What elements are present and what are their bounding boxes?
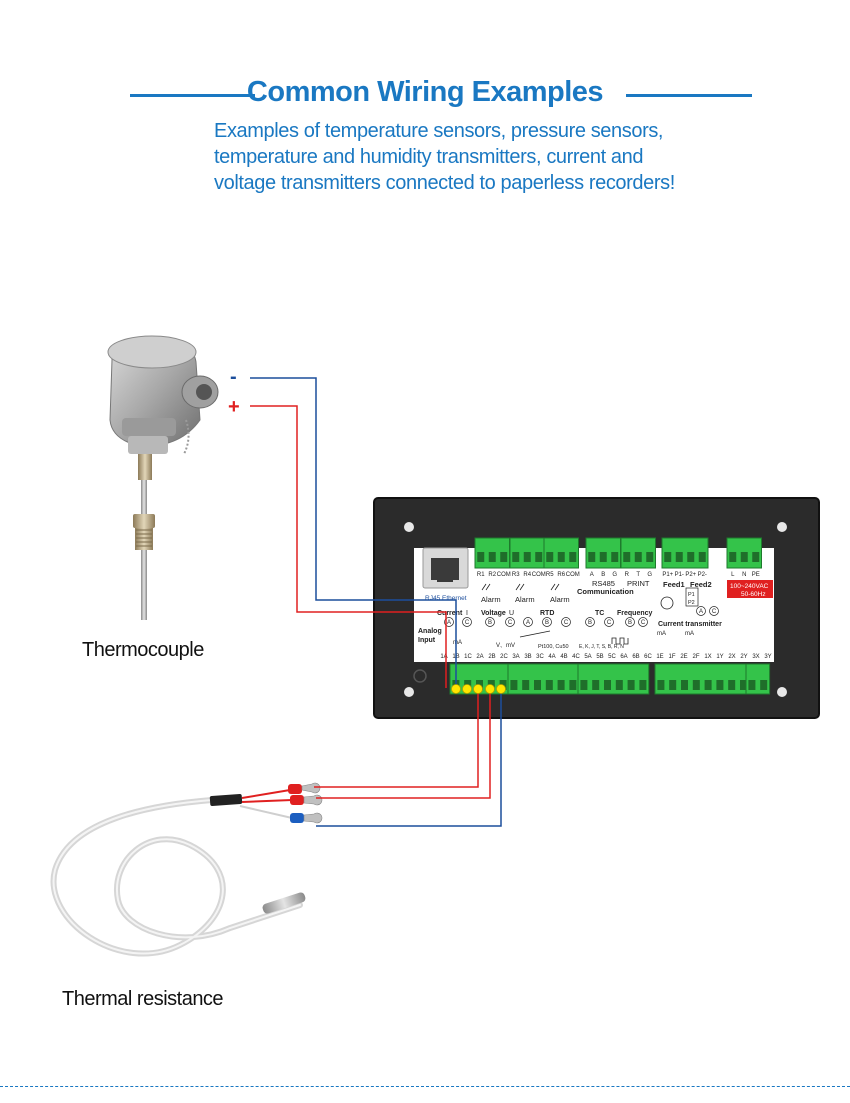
- terminal-screw-slot: [760, 680, 767, 690]
- voltage-label: Voltage: [481, 610, 506, 617]
- svg-text:B: B: [487, 620, 493, 627]
- top-terminal-label: P1+: [662, 572, 674, 578]
- bottom-terminal-label: 5A: [584, 654, 592, 660]
- pt-cu-label: Pt100, Cu50: [538, 644, 569, 650]
- terminal-screw-slot: [524, 552, 531, 562]
- top-terminal-label: N: [742, 572, 747, 578]
- bottom-terminal-label: 1B: [452, 654, 460, 660]
- mount-hole: [404, 687, 414, 697]
- current-unit: I: [466, 610, 468, 617]
- thermocouple-probe: [108, 336, 218, 620]
- alarm-label: Alarm: [481, 595, 501, 604]
- top-terminal-label: R1: [476, 572, 485, 578]
- mount-hole: [404, 522, 414, 532]
- top-terminal-label: COM: [565, 572, 580, 578]
- bottom-terminal-label: 2A: [476, 654, 484, 660]
- terminal-screw-slot: [600, 552, 607, 562]
- tc-label: TC: [595, 610, 605, 617]
- probe-neck: [138, 450, 152, 480]
- bottom-terminal-label: 1C: [464, 654, 472, 660]
- terminal-screw-slot: [623, 552, 630, 562]
- svg-text:A: A: [446, 620, 452, 627]
- current-label: Current: [437, 610, 463, 617]
- svg-text:C: C: [464, 620, 470, 627]
- bottom-terminal-label: 6A: [620, 654, 628, 660]
- terminal-screw-slot: [646, 552, 653, 562]
- bottom-terminal-label: 4C: [572, 654, 580, 660]
- terminal-screw-slot: [510, 680, 517, 690]
- rs485-label: RS485: [592, 579, 615, 588]
- mount-hole: [777, 522, 787, 532]
- bottom-terminal-label: 6C: [644, 654, 652, 660]
- probe-nut: [133, 514, 155, 528]
- terminal-screw-slot: [716, 680, 723, 690]
- top-terminal-label: R2: [488, 572, 497, 578]
- svg-text:C: C: [640, 620, 646, 627]
- terminal-highlight-dot: [463, 685, 472, 694]
- top-terminal-label: P2+: [685, 572, 697, 578]
- terminal-screw-slot: [752, 552, 759, 562]
- top-terminal-label: R3: [511, 572, 520, 578]
- top-terminal-label: COM: [531, 572, 546, 578]
- top-terminal-label: L: [731, 572, 735, 578]
- terminal-screw-slot: [569, 552, 576, 562]
- terminal-screw-slot: [635, 552, 642, 562]
- svg-text:B: B: [544, 620, 550, 627]
- terminal-screw-slot: [489, 552, 496, 562]
- top-terminal-label: R5: [545, 572, 554, 578]
- subtitle-line: Examples of temperature sensors, pressure sensors,: [214, 120, 664, 142]
- terminal-screw-slot: [546, 552, 553, 562]
- terminal-screw-slot: [657, 680, 664, 690]
- plus-sign: +: [228, 396, 240, 418]
- bottom-terminal-label: 1X: [704, 654, 712, 660]
- ct-ma-label-1: mA: [657, 631, 666, 637]
- subtitle-line: voltage transmitters connected to paperless recorders!: [214, 172, 675, 194]
- rj45-label: RJ45 Ethernet: [425, 595, 467, 602]
- terminal-screw-slot: [639, 680, 646, 690]
- terminal-screw-slot: [728, 680, 735, 690]
- red-lug-connector: [288, 783, 320, 794]
- bottom-terminal-label: 2F: [692, 654, 700, 660]
- top-terminal-label: P2-: [697, 572, 707, 578]
- bottom-dashed-rule: [0, 1086, 850, 1087]
- svg-text:C: C: [606, 620, 612, 627]
- terminal-screw-slot: [588, 552, 595, 562]
- minus-sign: -: [230, 366, 237, 388]
- terminal-screw-slot: [535, 552, 542, 562]
- top-terminal-label: PE: [751, 572, 760, 578]
- probe-collar2: [128, 436, 168, 454]
- bottom-terminal-label: 1E: [656, 654, 664, 660]
- top-terminal-label: A: [589, 572, 594, 578]
- bottom-terminal-label: 2B: [488, 654, 496, 660]
- analog-label: Analog: [418, 628, 442, 635]
- red-lug-connector: [290, 795, 322, 805]
- ct-ma-label-2: mA: [685, 631, 694, 637]
- bottom-terminal-label: 2Y: [740, 654, 748, 660]
- svg-text:A: A: [525, 620, 531, 627]
- terminal-screw-slot: [676, 552, 683, 562]
- terminal-screw-slot: [699, 552, 706, 562]
- rtd-label: RTD: [540, 610, 555, 617]
- probe-cap: [108, 336, 196, 368]
- bottom-terminal-label: 5C: [608, 654, 616, 660]
- communication-label: Communication: [577, 587, 634, 596]
- terminal-screw-slot: [748, 680, 755, 690]
- frequency-label: Frequency: [617, 610, 653, 617]
- thermocouple-label: Thermocouple: [82, 639, 204, 661]
- terminal-block: [655, 664, 749, 694]
- input-label: Input: [418, 637, 436, 644]
- print-label: PRINT: [627, 579, 650, 588]
- bottom-terminal-label: 1F: [668, 654, 676, 660]
- top-terminal-label: R: [624, 572, 629, 578]
- blue-lug-connector: [290, 813, 322, 823]
- top-terminal-label: G: [647, 572, 653, 578]
- top-terminal-label: T: [636, 572, 641, 578]
- feed2-label: Feed2: [690, 580, 712, 589]
- p1-label: P1: [688, 592, 695, 598]
- terminal-screw-slot: [522, 680, 529, 690]
- p2-label: P2: [688, 600, 695, 606]
- current-transmitter-label: Current transmitter: [658, 621, 722, 628]
- bottom-terminal-label: 1Y: [716, 654, 724, 660]
- svg-text:B: B: [587, 620, 593, 627]
- terminal-screw-slot: [604, 680, 611, 690]
- terminal-screw-slot: [741, 552, 748, 562]
- terminal-highlight-dot: [474, 685, 483, 694]
- bottom-terminal-label: 3C: [536, 654, 544, 660]
- rtd-cable: [54, 800, 300, 954]
- terminal-screw-slot: [477, 552, 484, 562]
- paperless-recorder: [374, 498, 819, 718]
- terminal-highlights: [452, 685, 506, 694]
- bottom-terminal-label: 3A: [512, 654, 520, 660]
- terminal-screw-slot: [558, 680, 565, 690]
- power-frequency: 50-60Hz: [741, 591, 766, 598]
- v-mv-label: V、mV: [496, 643, 516, 649]
- bottom-terminal-label: 2E: [680, 654, 688, 660]
- bottom-terminal-label: 4B: [560, 654, 568, 660]
- svg-text:A: A: [698, 609, 704, 616]
- terminal-screw-slot: [546, 680, 553, 690]
- terminal-highlight-dot: [486, 685, 495, 694]
- terminal-screw-slot: [664, 552, 671, 562]
- terminal-screw-slot: [616, 680, 623, 690]
- terminal-highlight-dot: [452, 685, 461, 694]
- bottom-terminal-label: 3Y: [764, 654, 772, 660]
- alarm-label: Alarm: [515, 595, 535, 604]
- terminal-block: [578, 664, 649, 694]
- top-terminal-label: B: [601, 572, 606, 578]
- terminal-block: [508, 664, 579, 694]
- svg-text:B: B: [627, 620, 633, 627]
- terminal-screw-slot: [512, 552, 519, 562]
- subtitle-line: temperature and humidity transmitters, current and: [214, 146, 644, 168]
- probe-collar: [122, 418, 176, 436]
- bottom-terminal-label: 3X: [752, 654, 760, 660]
- terminal-highlight-dot: [497, 685, 506, 694]
- probe-gland-hole: [196, 384, 212, 400]
- terminal-screw-slot: [687, 552, 694, 562]
- terminal-screw-slot: [693, 680, 700, 690]
- terminal-screw-slot: [628, 680, 635, 690]
- top-terminal-label: COM: [496, 572, 511, 578]
- alarm-label: Alarm: [550, 595, 570, 604]
- bottom-terminal-label: 4A: [548, 654, 556, 660]
- feed1-label: Feed1: [663, 580, 685, 589]
- page-title: Common Wiring Examples: [246, 76, 604, 108]
- bottom-terminal-label: 2X: [728, 654, 736, 660]
- top-terminal-label: G: [612, 572, 618, 578]
- bottom-terminal-label: 6B: [632, 654, 640, 660]
- terminal-screw-slot: [705, 680, 712, 690]
- mount-hole: [777, 687, 787, 697]
- svg-text:C: C: [711, 609, 717, 616]
- terminal-screw-slot: [569, 680, 576, 690]
- terminal-screw-slot: [592, 680, 599, 690]
- terminal-screw-slot: [669, 680, 676, 690]
- terminal-screw-slot: [611, 552, 618, 562]
- tc-types-label: E, K, J, T, S, B, R, N: [579, 644, 624, 650]
- svg-text:C: C: [507, 620, 513, 627]
- thermal-resistance-probe: [54, 783, 322, 954]
- power-voltage: 100~240VAC: [730, 583, 769, 590]
- bottom-terminal-label: 1A: [440, 654, 448, 660]
- rtd-sleeve: [210, 794, 243, 806]
- terminal-screw-slot: [558, 552, 565, 562]
- thermal-resistance-label: Thermal resistance: [62, 988, 224, 1010]
- top-terminal-label: P1-: [674, 572, 684, 578]
- ma-label: mA: [453, 640, 462, 646]
- top-terminal-label: R4: [523, 572, 532, 578]
- bottom-terminal-label: 5B: [596, 654, 604, 660]
- terminal-screw-slot: [580, 680, 587, 690]
- probe-thread: [135, 528, 153, 550]
- bottom-terminal-label: 2C: [500, 654, 508, 660]
- terminal-screw-slot: [729, 552, 736, 562]
- svg-text:C: C: [563, 620, 569, 627]
- terminal-screw-slot: [534, 680, 541, 690]
- terminal-screw-slot: [681, 680, 688, 690]
- bottom-terminal-label: 3B: [524, 654, 532, 660]
- terminal-screw-slot: [500, 552, 507, 562]
- voltage-unit: U: [509, 610, 515, 617]
- top-terminal-label: R6: [557, 572, 566, 578]
